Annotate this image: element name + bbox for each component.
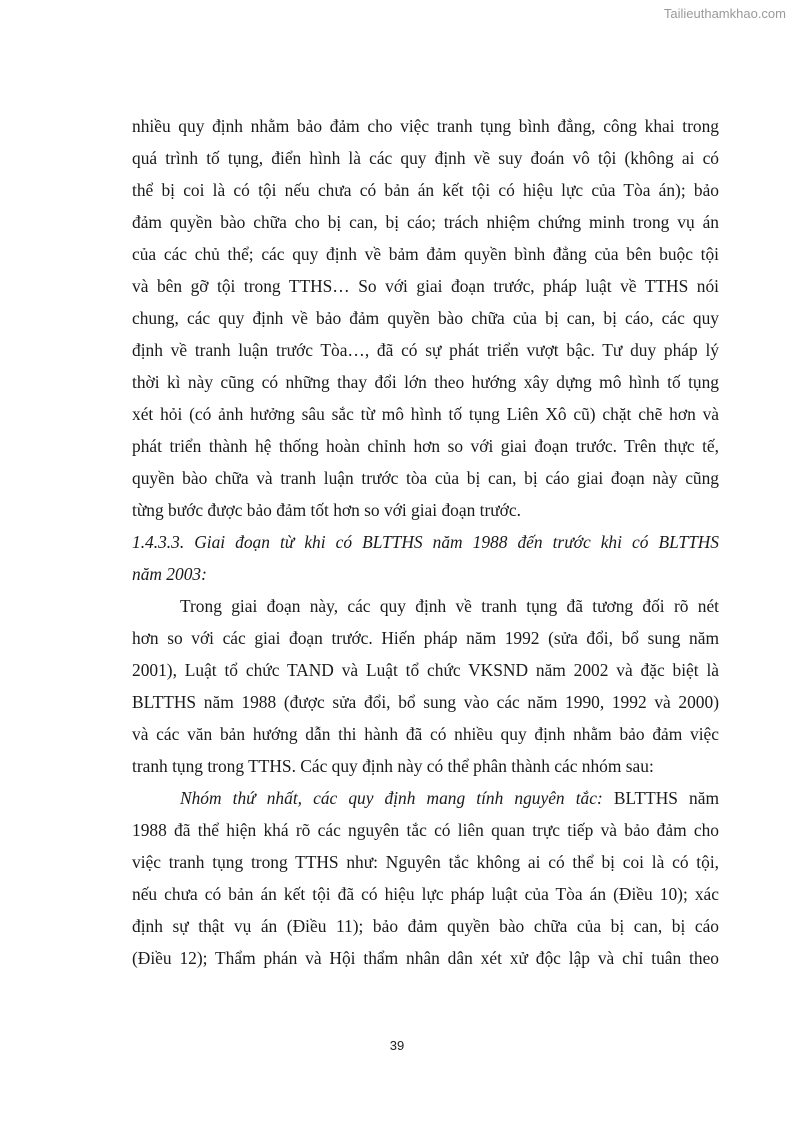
text-line <box>132 782 719 814</box>
text-line: nếu chưa có bản án kết tội đã có hiệu lực pháp luật của Tòa án (Điều 10); xác <box>132 884 719 904</box>
text-line: 2001), Luật tổ chức TAND và Luật tổ chức VKSND năm 2002 và đặc biệt là <box>132 660 719 680</box>
section-heading <box>132 526 719 590</box>
lead-rest: BLTTHS năm <box>613 788 719 808</box>
watermark: Tailieuthamkhao.com <box>663 6 786 21</box>
text-line: quyền bào chữa và tranh luận trước tòa của bị can, bị cáo giai đoạn này cũng <box>132 468 719 488</box>
text-line: phát triển thành hệ thống hoàn chỉnh hơn so với giai đoạn trước. Trên thực tế, <box>132 436 719 456</box>
text-line: định sự thật vụ án (Điều 11); bảo đảm quyền bào chữa của bị can, bị cáo <box>132 916 719 936</box>
text-line: định về tranh luận trước Tòa…, đã có sự phát triển vượt bậc. Tư duy pháp lý <box>132 340 719 360</box>
text-line: chung, các quy định về bảo đảm quyền bào chữa của bị can, bị cáo, các quy <box>132 308 719 328</box>
text-line: nhiều quy định nhằm bảo đảm cho việc tranh tụng bình đẳng, công khai trong <box>132 116 719 136</box>
text-line: thời kì này cũng có những thay đổi lớn theo hướng xây dựng mô hình tố tụng <box>132 372 719 392</box>
paragraph-intro <box>132 590 719 782</box>
page-body <box>132 110 719 974</box>
text-line: thể bị coi là có tội nếu chưa có bản án kết tội có hiệu lực của Tòa án); bảo <box>132 180 719 200</box>
heading-line: 1.4.3.3. Giai đoạn từ khi có BLTTHS năm 1988 đến trước khi có BLTTHS <box>132 532 719 552</box>
text-line: quá trình tố tụng, điển hình là các quy định về suy đoán vô tội (không ai có <box>132 148 719 168</box>
paragraph-group-one <box>132 782 719 974</box>
text-line: Trong giai đoạn này, các quy định về tranh tụng đã tương đối rõ nét <box>180 596 719 616</box>
text-line: tranh tụng trong TTHS. Các quy định này có thể phân thành các nhóm sau: <box>132 756 654 776</box>
text-line: 1988 đã thể hiện khá rõ các nguyên tắc có liên quan trực tiếp và bảo đảm cho <box>132 820 719 840</box>
italic-lead: Nhóm thứ nhất, các quy định mang tính nguyên tắc: <box>180 788 603 808</box>
text-line: từng bước được bảo đảm tốt hơn so với giai đoạn trước. <box>132 500 521 520</box>
paragraph-continuation <box>132 110 719 526</box>
page-number: 39 <box>389 1038 405 1053</box>
text-line: việc tranh tụng trong TTHS như: Nguyên tắc không ai có thể bị coi là có tội, <box>132 852 719 872</box>
text-line: BLTTHS năm 1988 (được sửa đổi, bổ sung vào các năm 1990, 1992 và 2000) <box>132 692 719 712</box>
text-line: và bên gỡ tội trong TTHS… So với giai đoạn trước, pháp luật về TTHS nói <box>132 276 719 296</box>
text-line: của các chủ thể; các quy định về bảm đảm quyền bình đẳng của bên buộc tội <box>132 244 719 264</box>
heading-line: năm 2003: <box>132 564 207 584</box>
text-line: và các văn bản hướng dẫn thi hành đã có nhiều quy định nhằm bảo đảm việc <box>132 724 719 744</box>
text-line: xét hỏi (có ảnh hưởng sâu sắc từ mô hình tố tụng Liên Xô cũ) chặt chẽ hơn và <box>132 404 719 424</box>
text-line: hơn so với các giai đoạn trước. Hiến pháp năm 1992 (sửa đổi, bổ sung năm <box>132 628 719 648</box>
text-line: (Điều 12); Thẩm phán và Hội thẩm nhân dân xét xử độc lập và chỉ tuân theo <box>132 948 719 968</box>
text-line: đảm quyền bào chữa cho bị can, bị cáo; trách nhiệm chứng minh trong vụ án <box>132 212 719 232</box>
